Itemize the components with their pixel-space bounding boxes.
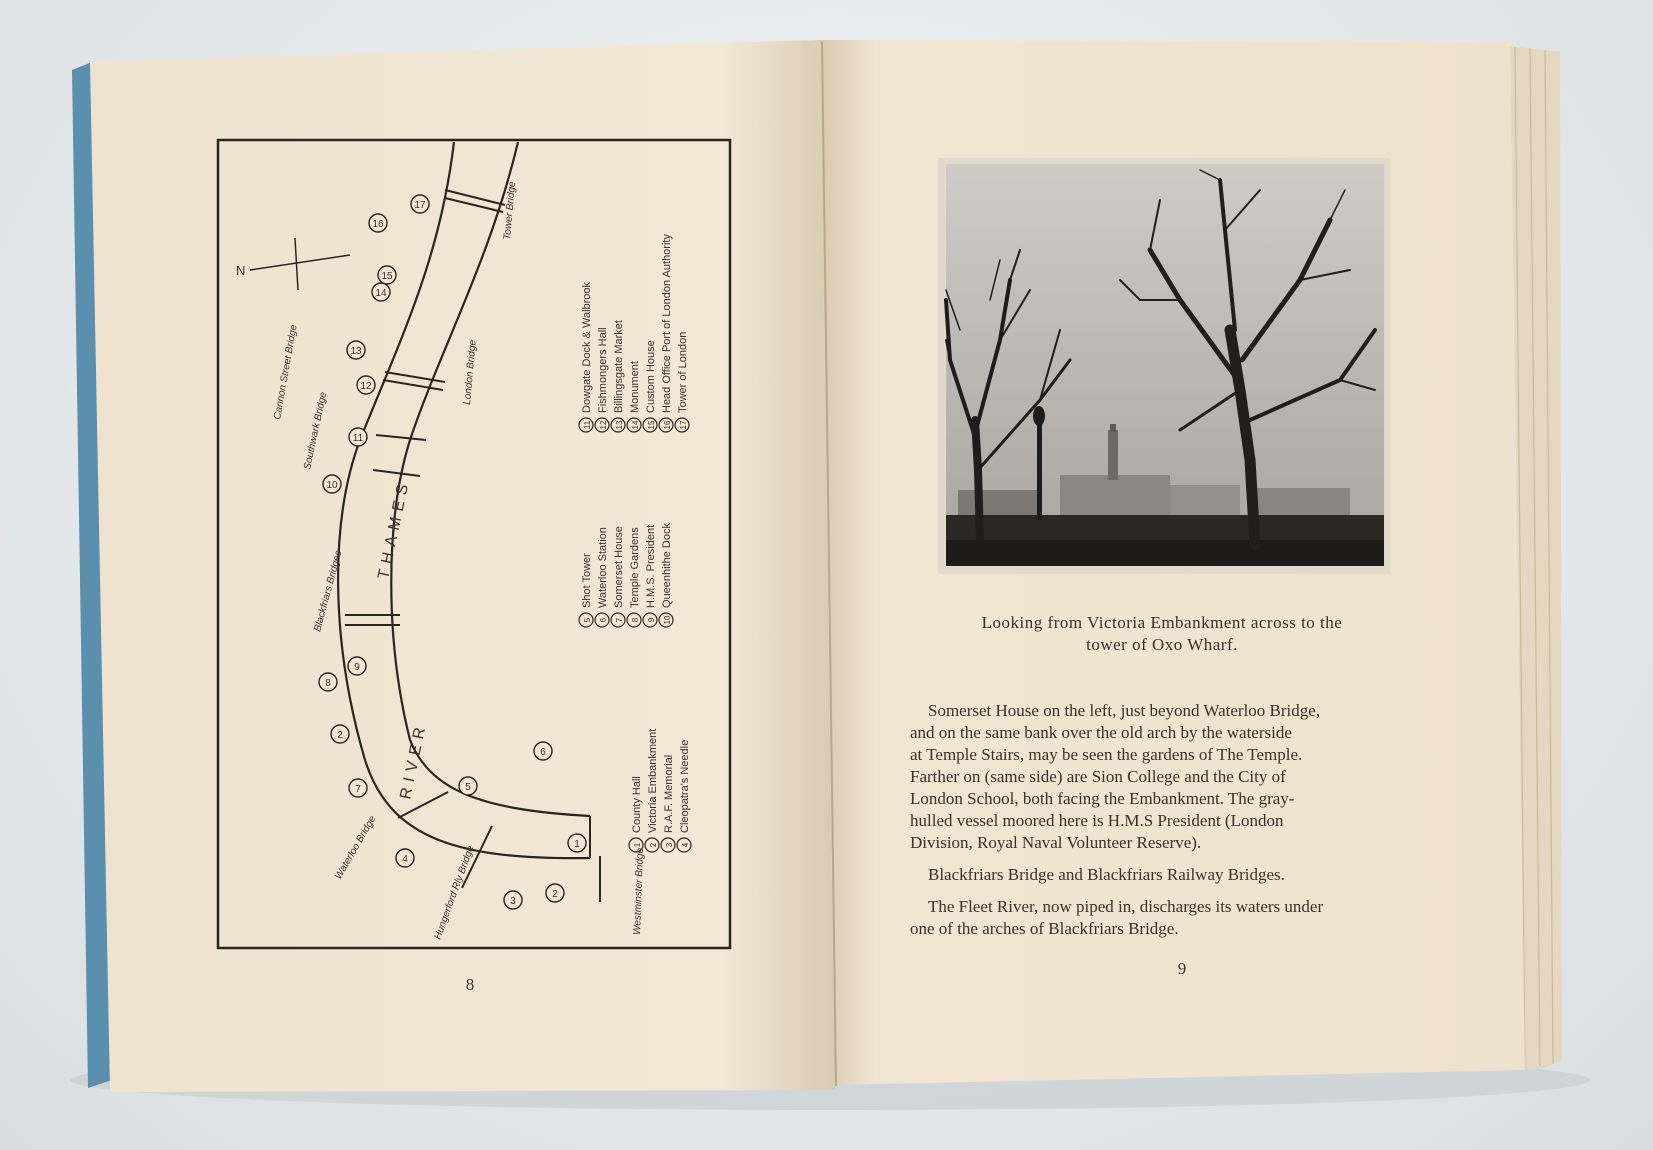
photo-caption-line1: Looking from Victoria Embankment across to the xyxy=(981,613,1343,632)
map-marker xyxy=(319,673,337,691)
svg-text:6: 6 xyxy=(540,747,546,758)
left-page xyxy=(90,40,835,1092)
paragraph3-line1: The Fleet River, now piped in, discharges its waters under xyxy=(928,897,1324,916)
legend-label: Waterloo Station xyxy=(597,527,609,608)
photo-caption-line2: tower of Oxo Wharf. xyxy=(1086,635,1238,654)
map-marker xyxy=(331,725,349,743)
svg-text:9: 9 xyxy=(354,662,360,673)
svg-text:17: 17 xyxy=(414,200,426,211)
paragraph1-line5: London School, both facing the Embankment. The gray- xyxy=(910,789,1295,808)
svg-text:8: 8 xyxy=(325,678,331,689)
legend-number: 7 xyxy=(615,617,624,623)
svg-text:2: 2 xyxy=(552,889,558,900)
river-word-river: RIVER xyxy=(397,720,431,801)
legend-item xyxy=(579,281,593,432)
map-marker xyxy=(348,657,366,675)
bridge-label-waterloo: Waterloo Bridge xyxy=(333,814,379,882)
legend-label: Billingsgate Market xyxy=(613,320,625,413)
map-marker xyxy=(546,884,564,902)
svg-text:14: 14 xyxy=(375,288,387,299)
svg-text:4: 4 xyxy=(402,854,408,865)
map-marker xyxy=(411,195,429,213)
bridge-label-london: London Bridge xyxy=(462,339,479,406)
svg-text:15: 15 xyxy=(381,271,393,282)
bridge-label-tower: Tower Bridge xyxy=(502,180,519,241)
bridge-label-blackfriars: Blackfriars Bridges xyxy=(312,549,345,633)
legend-number: 5 xyxy=(583,617,592,623)
legend-label: Shot Tower xyxy=(581,553,593,608)
svg-text:1: 1 xyxy=(574,839,580,850)
legend-label: Fishmongers Hall xyxy=(597,327,609,413)
legend-number: 6 xyxy=(599,617,608,623)
legend-item xyxy=(645,729,659,852)
legend-number: 15 xyxy=(647,420,656,430)
legend-label: H.M.S. President xyxy=(645,524,657,608)
legend-item xyxy=(659,234,673,432)
map-marker xyxy=(323,475,341,493)
legend-number: 14 xyxy=(631,420,640,430)
bridge-label-southwark: Southwark Bridge xyxy=(302,391,330,471)
photograph xyxy=(938,158,1390,574)
svg-text:5: 5 xyxy=(465,782,471,793)
paragraph3-line2: one of the arches of Blackfriars Bridge. xyxy=(910,919,1179,938)
paragraph2: Blackfriars Bridge and Blackfriars Railway Bridges. xyxy=(928,865,1285,884)
map-marker xyxy=(534,742,552,760)
svg-text:12: 12 xyxy=(360,381,372,392)
map-marker xyxy=(372,283,390,301)
river-word-thames: THAMES xyxy=(375,476,414,581)
map-marker xyxy=(459,777,477,795)
paragraph1-line2: and on the same bank over the old arch by the waterside xyxy=(910,723,1292,742)
legend-label: Victoria Embankment xyxy=(647,728,659,833)
legend-label: Monument xyxy=(629,361,641,413)
legend-label: R.A.F. Memorial xyxy=(663,754,675,833)
map-marker xyxy=(357,376,375,394)
legend-number: 9 xyxy=(647,617,656,623)
legend-number: 2 xyxy=(649,842,658,848)
legend-label: Head Office Port of London Authority xyxy=(661,234,673,413)
legend-number: 12 xyxy=(599,420,608,430)
map-marker xyxy=(349,428,367,446)
legend-number: 8 xyxy=(631,617,640,623)
legend-number: 3 xyxy=(665,842,674,848)
legend-number: 4 xyxy=(681,842,690,848)
legend-number: 17 xyxy=(679,420,688,430)
legend-number: 11 xyxy=(583,420,592,430)
legend-label: Tower of London xyxy=(677,331,689,413)
svg-text:13: 13 xyxy=(350,346,362,357)
legend-label: Somerset House xyxy=(613,526,625,608)
legend-label: Dowgate Dock & Walbrook xyxy=(581,281,593,413)
legend-number: 10 xyxy=(663,615,672,625)
paragraph1-line6: hulled vessel moored here is H.M.S President (London xyxy=(910,811,1284,830)
svg-text:16: 16 xyxy=(372,219,384,230)
map-marker xyxy=(349,779,367,797)
legend-number: 13 xyxy=(615,420,624,430)
svg-text:10: 10 xyxy=(326,480,338,491)
bridge-label-westminster: Westminster Bridge xyxy=(632,847,647,936)
right-page-number: 9 xyxy=(1177,959,1187,978)
map-marker xyxy=(568,834,586,852)
legend-label: Queenhithe Dock xyxy=(661,523,673,608)
svg-text:7: 7 xyxy=(355,784,361,795)
legend-label: Temple Gardens xyxy=(629,527,641,608)
map-marker xyxy=(369,214,387,232)
legend-number: 16 xyxy=(663,420,672,430)
left-page-number: 8 xyxy=(465,975,475,994)
map-marker xyxy=(504,891,522,909)
paragraph1-line1: Somerset House on the left, just beyond Waterloo Bridge, xyxy=(928,701,1321,720)
legend-label: County Hall xyxy=(631,776,643,833)
paragraph1-line7: Division, Royal Naval Volunteer Reserve). xyxy=(910,833,1202,852)
svg-text:11: 11 xyxy=(352,433,364,444)
svg-text:2: 2 xyxy=(337,730,343,741)
paragraph1-line3: at Temple Stairs, may be seen the gardens of The Temple. xyxy=(910,745,1303,764)
legend-number: 1 xyxy=(633,842,642,848)
map-marker xyxy=(347,341,365,359)
legend-label: Cleopatra's Needle xyxy=(679,739,691,833)
map-marker xyxy=(396,849,414,867)
paragraph1-line4: Farther on (same side) are Sion College and the City of xyxy=(910,767,1286,786)
compass-label: N xyxy=(236,263,246,278)
legend-label: Custom House xyxy=(645,340,657,413)
bridge-label-hungerford: Hungerford Rly Bridge xyxy=(432,844,477,942)
bridge-label-cannon-street: Cannon Street Bridge xyxy=(272,323,300,421)
map-marker xyxy=(378,266,396,284)
svg-text:3: 3 xyxy=(510,896,516,907)
